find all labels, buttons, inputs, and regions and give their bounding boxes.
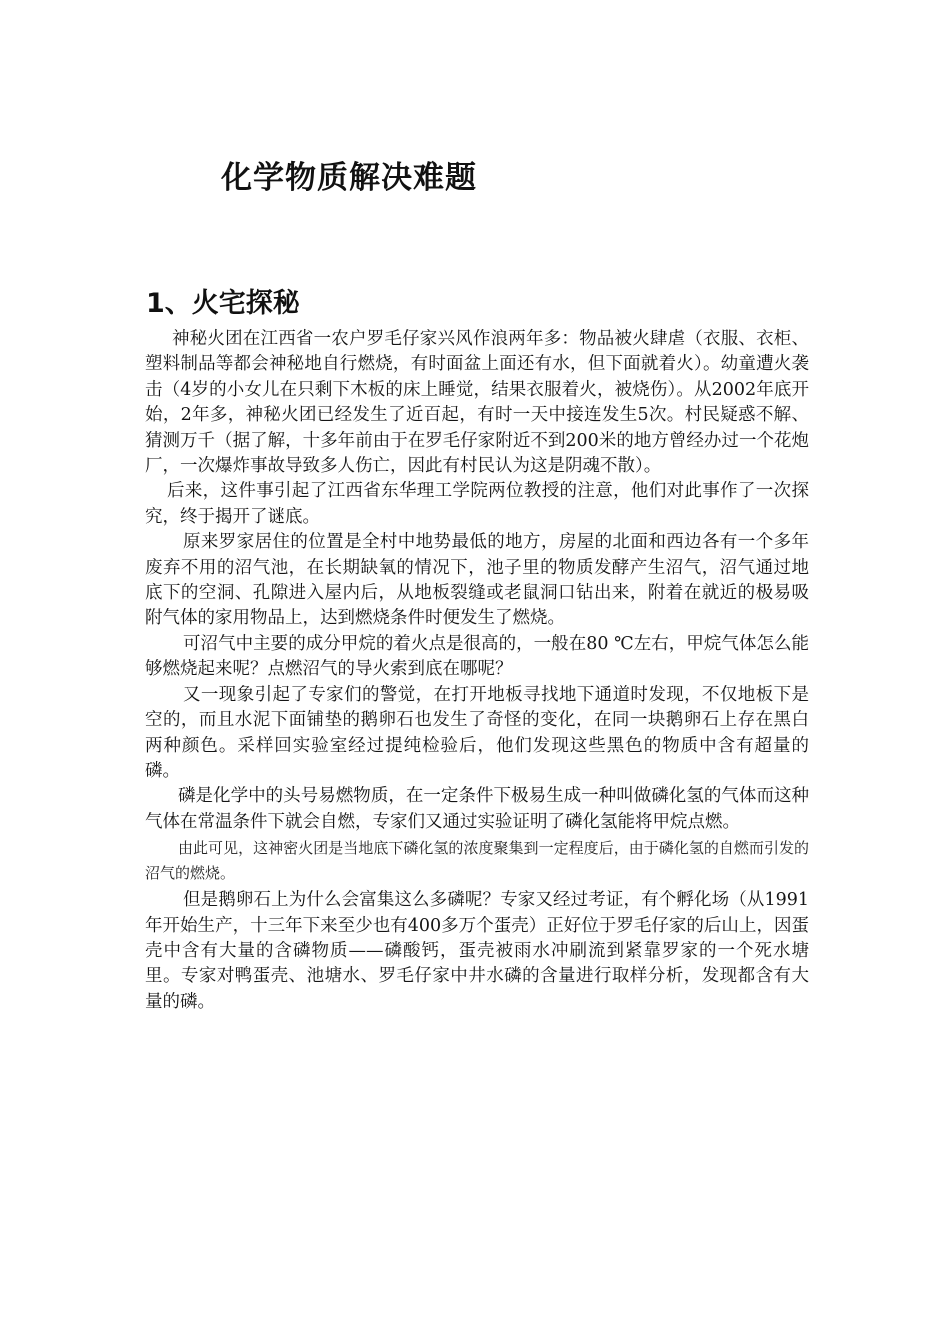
- paragraph-6: 磷是化学中的头号易燃物质，在一定条件下极易生成一种叫做磷化氢的气体而这种气体在常温条件下就会自燃，专家们又通过实验证明了磷化氢能将甲烷点燃。: [145, 786, 809, 832]
- document-title: 化学物质解决难题: [221, 160, 477, 196]
- paragraph-8: 但是鹅卵石上为什么会富集这么多磷呢？专家又经过考证，有个孵化场（从1991年开始生产，十三年下来至少也有400多万个蛋壳）正好位于罗毛仔家的后山上，因蛋壳中含有大量的含磷物质——磷酸钙，蛋壳被雨水冲刷流到紧靠罗家的一个死水塘里。专家对鸭蛋壳、池塘水、罗毛仔家中井水磷的含量进行取样分析，发现都含有大量的磷。: [145, 890, 809, 1012]
- paragraph-7: 由此可见，这神密火团是当地底下磷化氢的浓度聚集到一定程度后，由于磷化氢的自燃而引发的沼气的燃烧。: [145, 839, 809, 883]
- paragraph-3: 原来罗家居住的位置是全村中地势最低的地方，房屋的北面和西边各有一个多年废弃不用的沼气池，在长期缺氧的情况下，池子里的物质发酵产生沼气，沼气通过地底下的空洞、孔隙进入屋内后，从地板裂缝或老鼠洞口钻出来，附着在就近的极易吸附气体的家用物品上，达到燃烧条件时便发生了燃烧。: [145, 532, 809, 629]
- paragraph-4: 可沼气中主要的成分甲烷的着火点是很高的，一般在80 ℃左右，甲烷气体怎么能够燃烧起来呢？点燃沼气的导火索到底在哪呢？: [145, 633, 809, 680]
- paragraph-5: 又一现象引起了专家们的警觉，在打开地板寻找地下通道时发现，不仅地板下是空的，而且水泥下面铺垫的鹅卵石也发生了奇怪的变化，在同一块鹅卵石上存在黑白两种颜色。采样回实验室经过提纯检验后，他们发现这些黑色的物质中含有超量的磷。: [145, 684, 809, 781]
- article-body: [145, 327, 809, 1015]
- section-heading: 1、火宅探秘: [146, 288, 300, 319]
- paragraph-2: 后来，这件事引起了江西省东华理工学院两位教授的注意，他们对此事作了一次探究，终于揭开了谜底。: [145, 481, 809, 527]
- paragraph-1: 神秘火团在江西省一农户罗毛仔家兴风作浪两年多：物品被火肆虐（衣服、衣柜、塑料制品等都会神秘地自行燃烧，有时面盆上面还有水，但下面就着火）。幼童遭火袭击（4岁的小女儿在只剩下木板的床上睡觉，结果衣服着火，被烧伤）。从2002年底开始，2年多，神秘火团已经发生了近百起，有时一天中接连发生5次。村民疑惑不解、猜测万千（据了解，十多年前由于在罗毛仔家附近不到200米的地方曾经办过一个花炮厂，一次爆炸事故导致多人伤亡，因此有村民认为这是阴魂不散）。: [145, 329, 809, 477]
